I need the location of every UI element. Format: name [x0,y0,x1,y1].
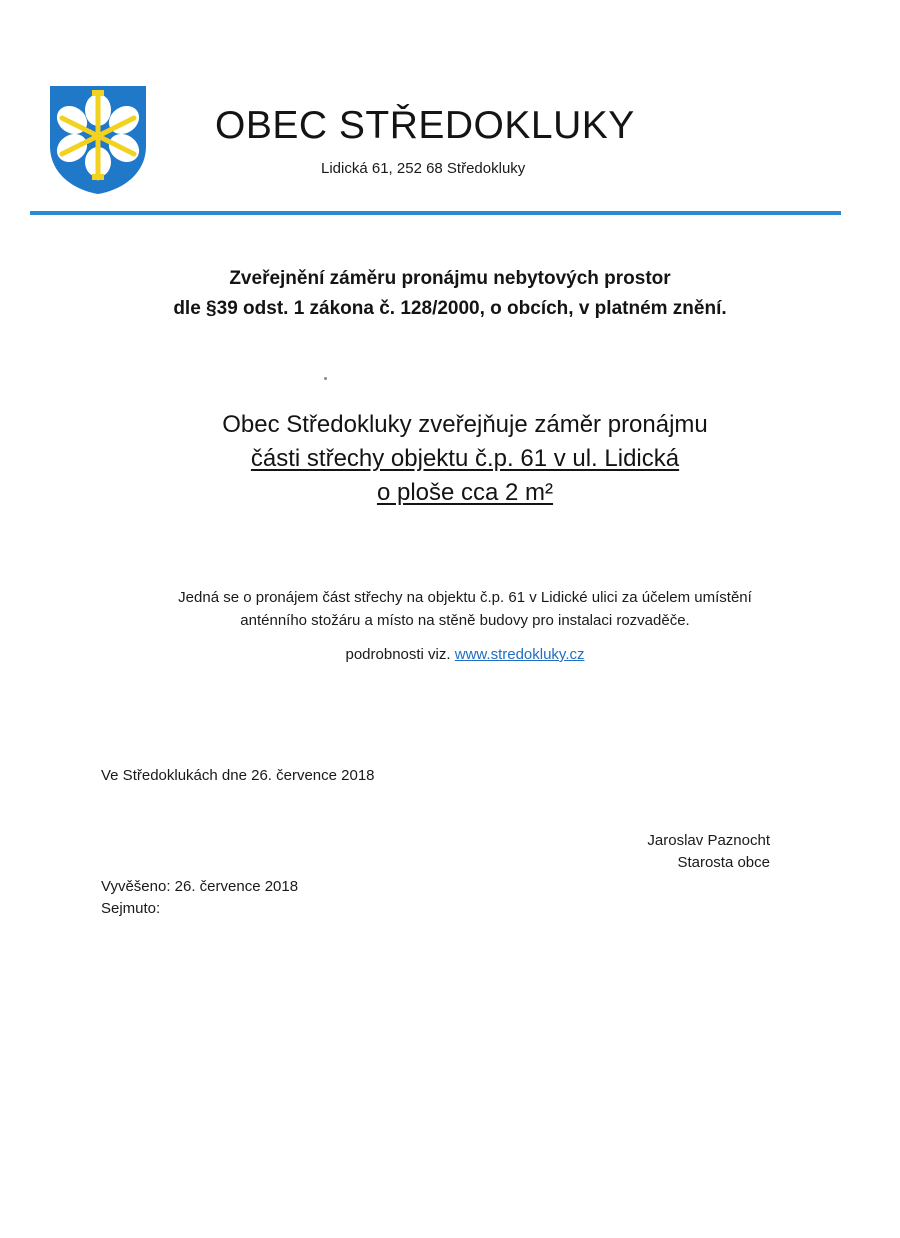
municipality-address: Lidická 61, 252 68 Středokluky [321,160,526,177]
posting-info [101,876,298,920]
notice-heading-line-2: dle §39 odst. 1 zákona č. 128/2000, o obcích, v platném znění. [173,298,727,319]
details-prefix: podrobnosti viz. [345,646,455,663]
removed-date: Sejmuto: [101,900,161,917]
header-divider [30,211,841,215]
details-line [60,646,870,663]
announcement-line-2: části střechy objektu č.p. 61 v ul. Lidická [250,445,680,472]
description-line-2: anténního stožáru a místo na stěně budovy pro instalaci rozvaděče. [240,612,690,629]
website-link[interactable]: www.stredokluky.cz [454,646,585,663]
scan-speck [324,377,327,380]
announcement-line-3: o ploše cca 2 m² [376,479,554,506]
place-and-date: Ve Středoklukách dne 26. července 2018 [101,767,375,784]
posted-date: Vyvěšeno: 26. července 2018 [101,878,299,895]
description-line-1: Jedná se o pronájem část střechy na objektu č.p. 61 v Lidické ulici za účelem umístění [178,589,752,606]
municipal-coat-of-arms-icon [48,84,148,196]
municipality-title: OBEC STŘEDOKLUKY [215,104,635,147]
signatory-role: Starosta obce [677,854,770,871]
notice-heading-line-1: Zveřejnění záměru pronájmu nebytových prostor [229,268,671,289]
description [60,586,870,632]
announcement-line-1: Obec Středokluky zveřejňuje záměr pronájmu [222,411,708,438]
notice-heading [60,264,840,324]
signatory-name: Jaroslav Paznocht [647,832,770,849]
announcement [60,408,870,510]
signature-block [647,830,770,874]
